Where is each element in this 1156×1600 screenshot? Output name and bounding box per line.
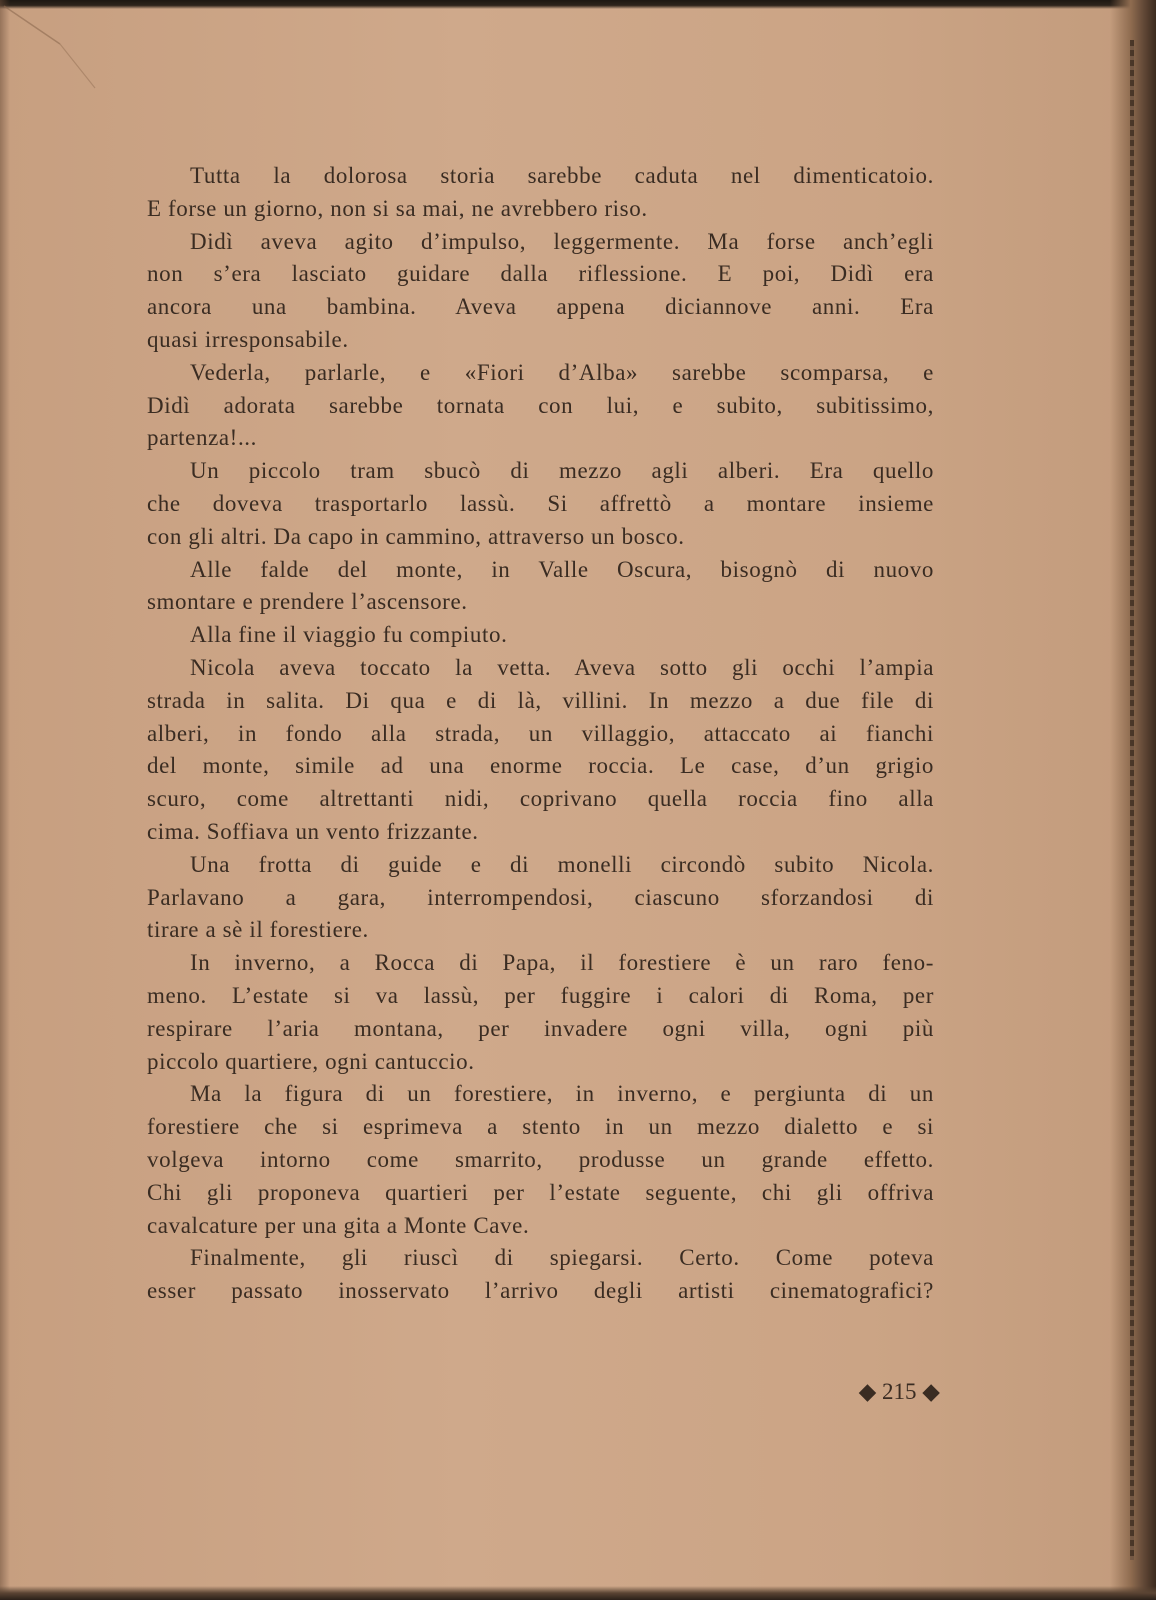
text-line: volgeva intorno come smarrito, produsse un grande effetto. [147,1146,934,1172]
text-line: del monte, simile ad una enorme roccia. Le case, d’un grigio [147,753,934,779]
text-line: Un piccolo tram sbucò di mezzo agli alberi. Era quello [190,458,934,484]
text-line: non s’era lasciato guidare dalla riflessione. E poi, Didì era [147,261,934,287]
page-bottom-edge [0,1586,1156,1600]
binding-stripe [1130,40,1134,1560]
text-line: Nicola aveva toccato la vetta. Aveva sotto gli occhi l’ampia [190,654,934,680]
text-line: E forse un giorno, non si sa mai, ne avrebbero riso. [147,195,648,221]
text-line: strada in salita. Di qua e di là, villini. In mezzo a due file di [147,687,934,713]
page-text-body [147,160,934,1308]
page-left-edge [0,0,10,1600]
corner-crease-decoration [0,0,110,90]
text-line: cavalcature per una gita a Monte Cave. [147,1212,530,1238]
text-line: tirare a sè il forestiere. [147,917,369,943]
text-line: Chi gli proponeva quartieri per l’estate seguente, chi gli offriva [147,1179,934,1205]
text-line: con gli altri. Da capo in cammino, attraverso un bosco. [147,523,685,549]
text-line: cima. Soffiava un vento frizzante. [147,818,479,844]
text-line: smontare e prendere l’ascensore. [147,589,468,615]
text-line: Ma la figura di un forestiere, in inverno, e pergiunta di un [190,1081,934,1107]
text-line: Tutta la dolorosa storia sarebbe caduta nel dimenticatoio. [190,163,934,188]
text-line: respirare l’aria montana, per invadere ogni villa, ogni più [147,1015,934,1041]
text-line: Alle falde del monte, in Valle Oscura, bisognò di nuovo [190,556,934,582]
text-line: Vederla, parlarle, e «Fiori d’Alba» sarebbe scomparsa, e [190,359,934,385]
text-line: Una frotta di guide e di monelli circondò subito Nicola. [190,851,934,877]
text-line: meno. L’estate si va lassù, per fuggire i calori di Roma, per [147,982,934,1008]
page-top-edge [0,0,1156,9]
text-line: Didì adorata sarebbe tornata con lui, e subito, subitissimo, [147,392,934,418]
text-line: forestiere che si esprimeva a stento in un mezzo dialetto e si [147,1114,934,1140]
text-line: piccolo quartiere, ogni cantuccio. [147,1048,475,1074]
text-line: Alla fine il viaggio fu compiuto. [190,622,508,648]
text-line: quasi irresponsabile. [147,326,349,352]
text-line: che doveva trasportarlo lassù. Si affrettò a montare insieme [147,490,934,516]
text-line: partenza!... [147,425,257,451]
page-number: ◆ 215 ◆ [858,1379,940,1404]
text-line: In inverno, a Rocca di Papa, il forestiere è un raro feno- [190,950,934,976]
text-line: Finalmente, gli riuscì di spiegarsi. Certo. Come poteva [190,1245,934,1271]
text-line: ancora una bambina. Aveva appena diciannove anni. Era [147,294,934,320]
text-line: alberi, in fondo alla strada, un villaggio, attaccato ai fianchi [147,720,934,746]
text-line: esser passato inosservato l’arrivo degli artisti cinematografici? [147,1278,934,1304]
text-line: scuro, come altrettanti nidi, coprivano quella roccia fino alla [147,786,934,812]
text-line: Didì aveva agito d’impulso, leggermente. Ma forse anch’egli [190,228,934,254]
text-line: Parlavano a gara, interrompendosi, ciascuno sforzandosi di [147,884,934,910]
